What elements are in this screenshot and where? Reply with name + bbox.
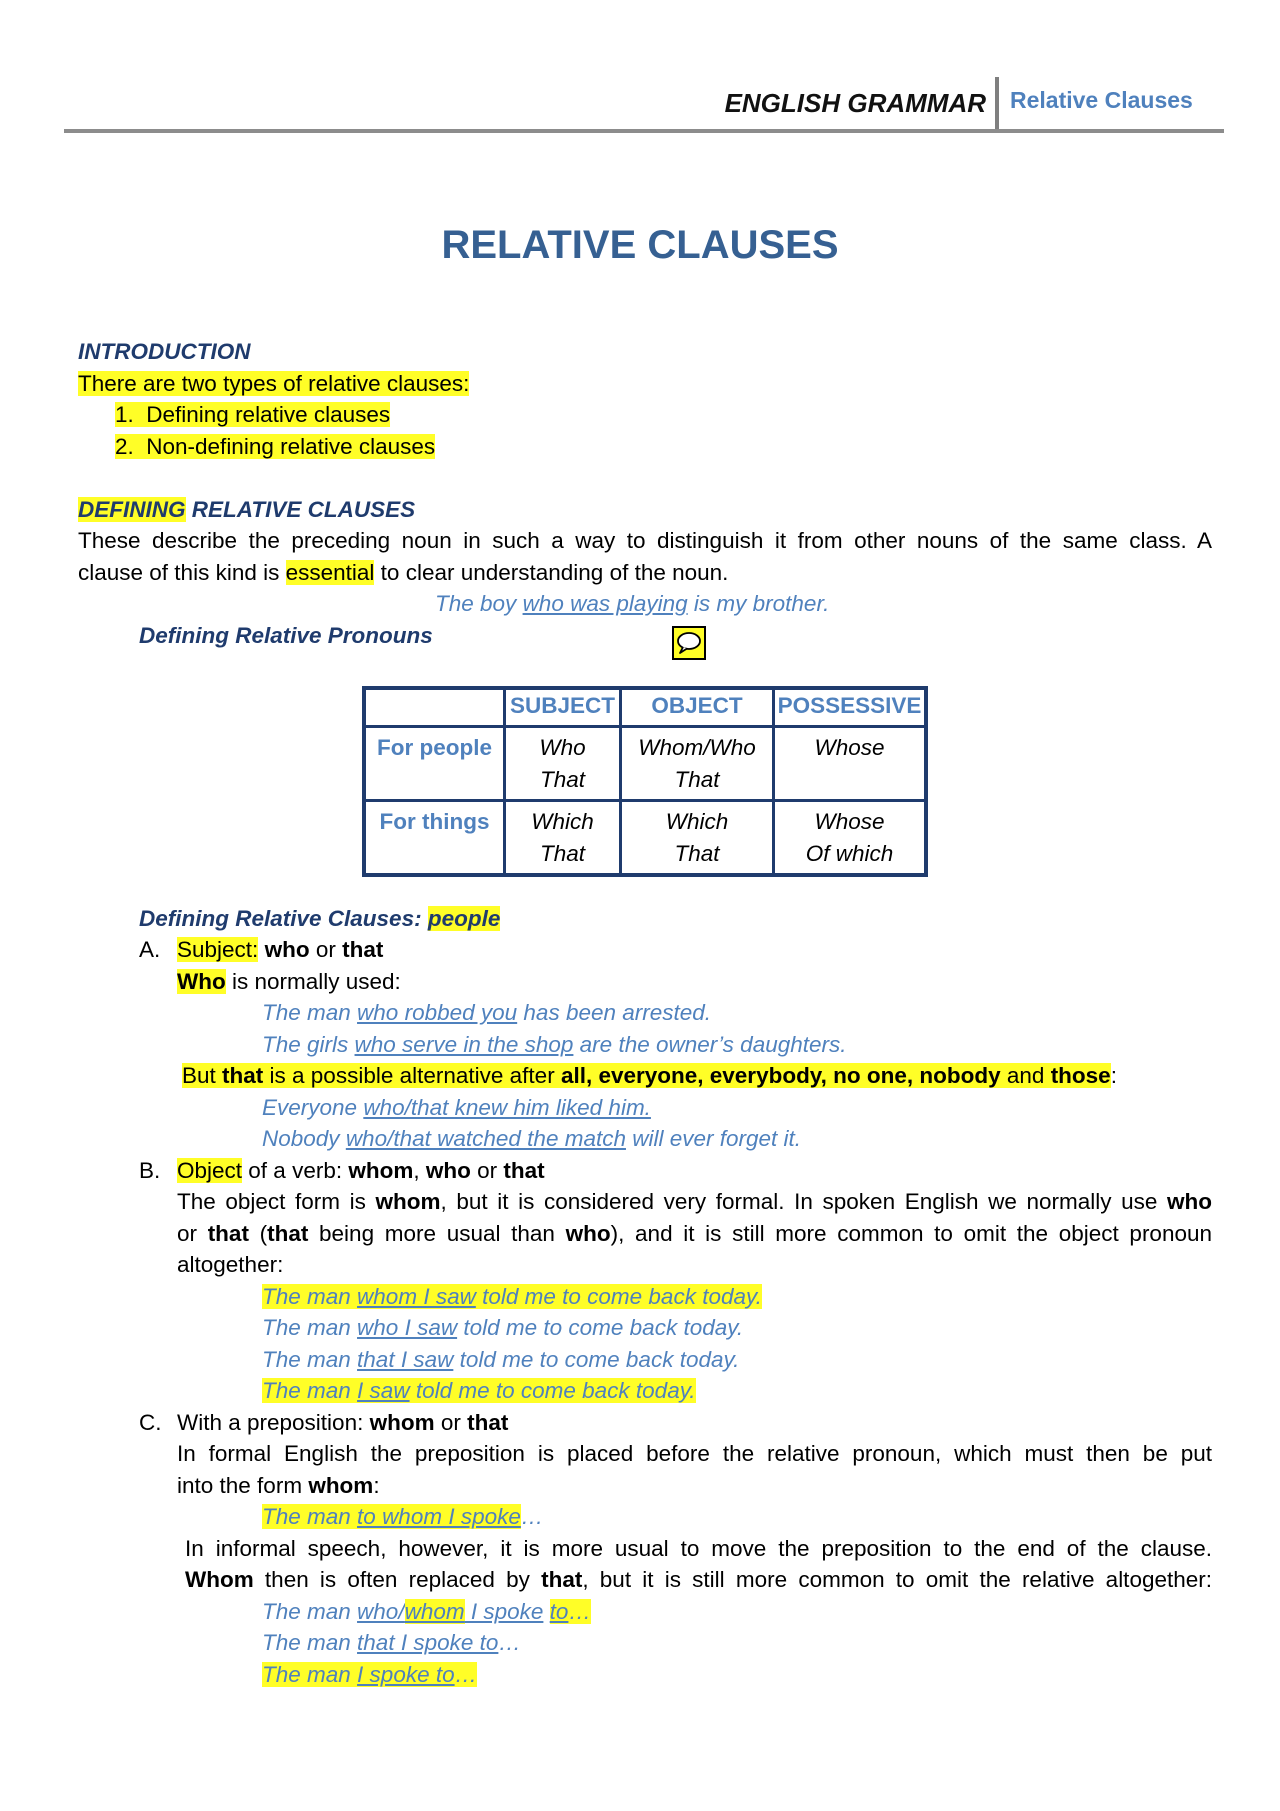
defining-example: The boy who was playing is my brother. xyxy=(435,591,830,616)
header-topic: Relative Clauses xyxy=(1010,87,1193,113)
section-c-title: With a preposition: whom or that xyxy=(177,1410,509,1435)
section-c-paragraph-line-4: Whom then is often replaced by that, but it is still more common to omit the relative altogether: xyxy=(185,1567,1213,1592)
section-a-example-2: The girls who serve in the shop are the owner’s daughters. xyxy=(262,1032,847,1057)
section-a-title: Subject: who or that xyxy=(177,937,384,962)
section-b-example-2: The man who I saw told me to come back today. xyxy=(262,1315,744,1340)
intro-heading: INTRODUCTION xyxy=(78,339,251,364)
intro-item-2: 2. Non-defining relative clauses xyxy=(115,434,436,459)
defining-paragraph-line-1: These describe the preceding noun in such a way to distinguish it from other nouns of the same class. A xyxy=(78,528,1212,553)
section-a-who-line: Who is normally used: xyxy=(177,969,401,994)
section-c-example-2: The man who/whom I spoke to… xyxy=(262,1599,591,1624)
header-separator xyxy=(995,77,999,129)
table-row xyxy=(364,801,926,876)
header-subject: ENGLISH GRAMMAR xyxy=(724,88,986,118)
table-cell: Which That xyxy=(621,801,774,876)
section-c-example-4: The man I spoke to… xyxy=(262,1662,478,1687)
intro-item-1: 1. Defining relative clauses xyxy=(115,402,391,427)
speech-bubble-icon xyxy=(674,628,704,658)
table-cell: Whose Of which xyxy=(774,801,927,876)
section-b-paragraph-line-3: altogether: xyxy=(177,1252,284,1277)
comment-icon[interactable] xyxy=(672,626,706,660)
table-header-object: OBJECT xyxy=(621,688,774,727)
table-header-subject: SUBJECT xyxy=(505,688,621,727)
section-b-example-3: The man that I saw told me to come back today. xyxy=(262,1347,740,1372)
section-b-example-4: The man I saw told me to come back today. xyxy=(262,1378,696,1403)
table-header-possessive: POSSESSIVE xyxy=(774,688,927,727)
header-rule xyxy=(64,129,1224,133)
section-b-letter: B. xyxy=(139,1158,161,1183)
defining-paragraph-line-2: clause of this kind is essential to clear understanding of the noun. xyxy=(78,560,729,585)
section-a-example-3: Everyone who/that knew him liked him. xyxy=(262,1095,651,1120)
relative-pronoun-table xyxy=(362,686,928,877)
table-row-label: For people xyxy=(364,727,505,801)
section-b-paragraph-line-2: or that (that being more usual than who), and it is still more common to omit the object pronoun xyxy=(177,1221,1213,1246)
table-cell: Whose xyxy=(774,727,927,801)
table-corner-cell xyxy=(364,688,505,727)
table-header-row xyxy=(364,688,926,727)
page-title: RELATIVE CLAUSES xyxy=(441,223,839,267)
section-c-paragraph-line-1: In formal English the preposition is placed before the relative pronoun, which must then be put xyxy=(177,1441,1212,1466)
table-row xyxy=(364,727,926,801)
table-row-label: For things xyxy=(364,801,505,876)
section-c-paragraph-line-2: into the form whom: xyxy=(177,1473,380,1498)
section-c-paragraph-line-3: In informal speech, however, it is more usual to move the preposition to the end of the clause. xyxy=(185,1536,1212,1561)
people-heading: Defining Relative Clauses: people xyxy=(139,906,501,931)
defining-heading: DEFINING RELATIVE CLAUSES xyxy=(78,497,416,522)
section-c-letter: C. xyxy=(139,1410,162,1435)
section-b-paragraph-line-1: The object form is whom, but it is considered very formal. In spoken English we normally use who xyxy=(177,1189,1212,1214)
section-a-example-1: The man who robbed you has been arrested. xyxy=(262,1000,712,1025)
section-c-example-1: The man to whom I spoke… xyxy=(262,1504,544,1529)
section-a-example-4: Nobody who/that watched the match will ever forget it. xyxy=(262,1126,802,1151)
intro-line: There are two types of relative clauses: xyxy=(78,371,470,396)
table-cell: Whom/Who That xyxy=(621,727,774,801)
section-a-but-line: But that is a possible alternative after all, everyone, everybody, no one, nobody and those: xyxy=(182,1063,1117,1088)
section-c-example-3: The man that I spoke to… xyxy=(262,1630,521,1655)
section-a-letter: A. xyxy=(139,937,161,962)
section-b-title: Object of a verb: whom, who or that xyxy=(177,1158,545,1183)
table-cell: Which That xyxy=(505,801,621,876)
table-cell: Who That xyxy=(505,727,621,801)
section-b-example-1: The man whom I saw told me to come back today. xyxy=(262,1284,762,1309)
pronouns-heading: Defining Relative Pronouns xyxy=(139,623,433,648)
